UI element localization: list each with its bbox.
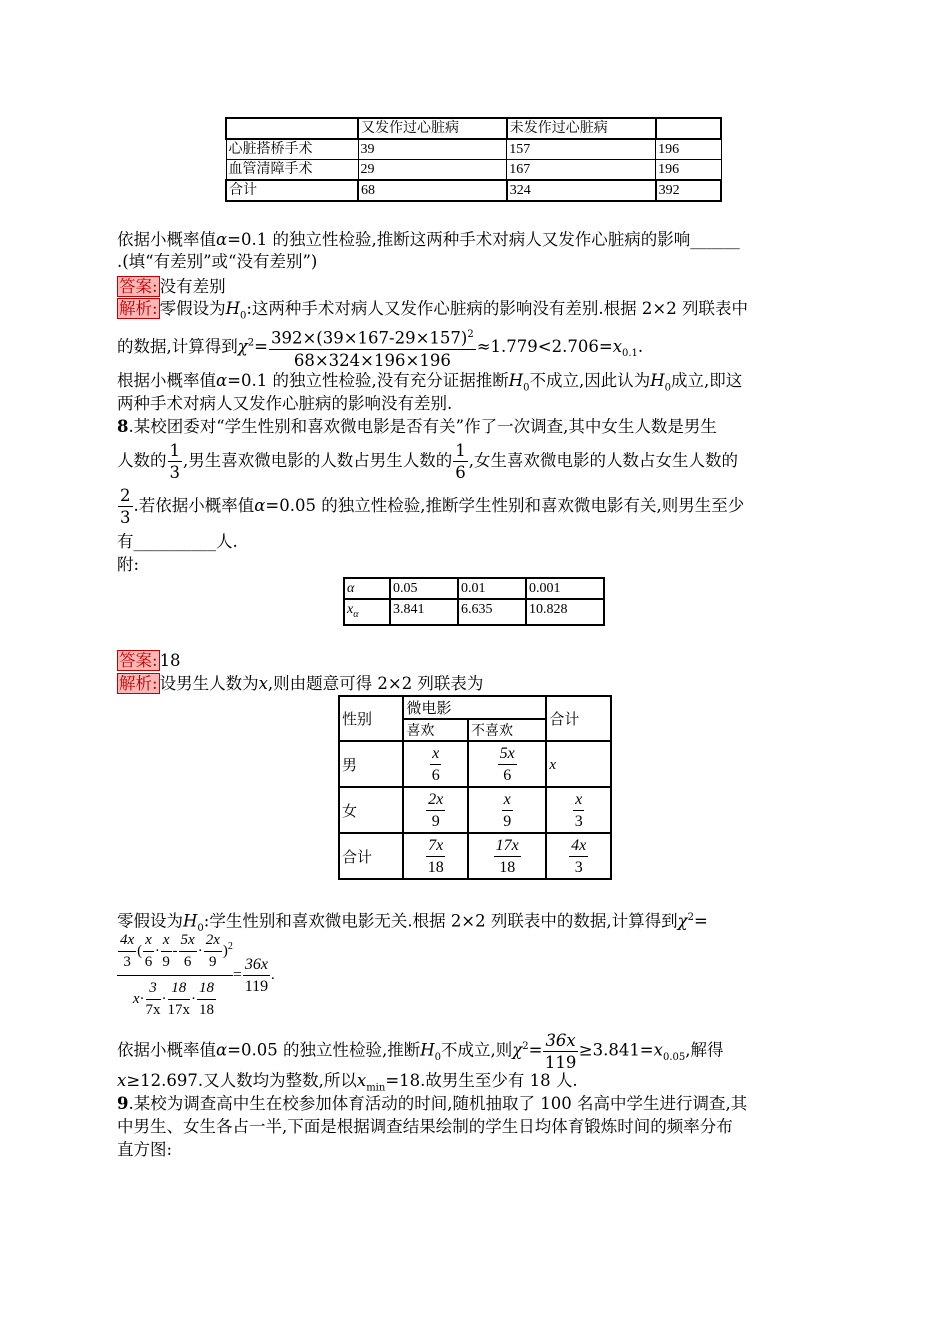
text: 中男生、女生各占一半,下面是根据调查结果绘制的学生日均体育锻炼时间的频率分布	[117, 1117, 733, 1136]
table-cell: 3.841	[390, 599, 458, 625]
text: ,解得	[685, 1040, 724, 1060]
table-row	[226, 160, 721, 181]
table-cell: 39	[358, 139, 507, 160]
text: =0.05 的独立性检验,推断学生性别和喜欢微电影有关,则男生至少	[265, 496, 745, 515]
q8-line3	[117, 484, 744, 528]
table-cell: $\frac{4x}{3}$	[546, 833, 611, 879]
text: 设男生人数为	[159, 674, 259, 693]
q8-line1	[117, 416, 717, 438]
heart-disease-table	[225, 117, 722, 202]
text: 人.	[216, 532, 238, 551]
chi-symbol: χ	[512, 1040, 523, 1060]
answer-tag: 答案:	[119, 277, 158, 296]
analysis-tag: 解析:	[119, 299, 158, 318]
table-cell: 392	[656, 180, 721, 201]
answer-blank: __________	[133, 532, 216, 551]
text: 人数的	[117, 451, 167, 470]
table-cell: 6.635	[458, 599, 526, 625]
text: 不成立,则	[440, 1040, 513, 1060]
text: .	[637, 336, 644, 356]
h0-symbol: H	[183, 911, 198, 931]
subscript: 0	[434, 1051, 441, 1063]
table-cell: 喜欢	[403, 719, 468, 741]
denominator: 68×324×196×196	[293, 350, 451, 370]
answer-text: 没有差别	[159, 277, 226, 296]
numerator: 392×(39×167-29×157)	[270, 328, 468, 348]
table-cell: 0.01	[458, 578, 526, 599]
text: 两种手术对病人又发作心脏病的影响没有差别.	[117, 394, 453, 413]
text: 有	[117, 532, 134, 551]
text: 成立,即这	[671, 371, 743, 390]
text: .若依据小概率值	[133, 496, 255, 515]
subscript: 0	[197, 922, 204, 934]
table-cell: x	[546, 741, 611, 787]
text: =0.1 的独立性检验,没有充分证据推断	[227, 371, 509, 390]
text: 零假设为	[117, 911, 183, 931]
text: ≥3.841=	[578, 1040, 654, 1060]
q8-analysis	[117, 673, 483, 695]
text: =0.05 的独立性检验,推断	[227, 1040, 421, 1060]
q7-answer	[117, 276, 226, 298]
subscript: 0.1	[622, 348, 638, 360]
numerator: 1	[169, 441, 180, 460]
table-row	[344, 578, 604, 599]
answer-tag: 答案:	[119, 651, 158, 670]
table-cell: 0.001	[526, 578, 604, 599]
table-cell: 未发作过心脏病	[507, 118, 656, 139]
table-cell: 合计	[546, 696, 611, 741]
table-cell: $\frac{2x}{9}$	[403, 787, 468, 833]
table-cell: 微电影	[403, 696, 546, 719]
table-header-row	[339, 696, 611, 719]
x-symbol: x	[612, 336, 622, 356]
text: .某校团委对“学生性别和喜欢微电影是否有关”作了一次调查,其中女生人数是男生	[128, 417, 717, 436]
table-row	[339, 833, 611, 879]
table-cell	[226, 118, 358, 139]
subscript: 0.05	[662, 1051, 686, 1063]
answer-blank: ______	[690, 230, 740, 249]
table-cell: 196	[656, 160, 721, 181]
q9-line1	[117, 1093, 747, 1115]
text: =	[528, 1040, 543, 1060]
table-cell	[656, 118, 721, 139]
q9-line3	[117, 1139, 172, 1161]
table-cell: 10.828	[526, 599, 604, 625]
alpha-critical-table	[343, 577, 605, 626]
denominator: 3	[120, 508, 131, 527]
text: .(填“有差别”或“没有差别”)	[117, 252, 318, 271]
superscript: 2	[247, 337, 255, 349]
text: 依据小概率值	[117, 1040, 216, 1060]
text: :学生性别和喜欢微电影无关.根据 2×2 列联表中的数据,计算得到	[203, 911, 678, 931]
text: ,女生喜欢微电影的人数占女生人数的	[468, 451, 738, 470]
text: :这两种手术对病人又发作心脏病的影响没有差别.根据 2×2 列联表中	[246, 299, 748, 318]
h0-symbol: H	[225, 299, 240, 318]
table-row	[339, 787, 611, 833]
table-row	[226, 180, 721, 201]
table-cell: $\frac{5x}{6}$	[468, 741, 546, 787]
table-cell: 男	[339, 741, 403, 787]
text: ≥12.697.又人数均为整数,所以	[126, 1071, 357, 1090]
h0-symbol: H	[508, 371, 524, 390]
superscript: 2	[522, 1041, 529, 1052]
question-number: 8	[117, 417, 129, 436]
table-cell: 性别	[339, 696, 403, 741]
table-cell: 324	[507, 180, 656, 201]
table-cell: 0.05	[390, 578, 458, 599]
numerator: 1	[455, 441, 466, 460]
chi-symbol: χ	[237, 336, 248, 356]
numerator: 2	[120, 486, 131, 505]
subscript: min	[366, 1082, 386, 1094]
h0-symbol: H	[420, 1040, 435, 1060]
text: 的数据,计算得到	[117, 336, 238, 356]
table-cell: 血管清障手术	[226, 160, 358, 181]
text: ≈1.779<2.706=	[476, 336, 613, 356]
h0-symbol: H	[650, 371, 665, 390]
text: 根据小概率值	[117, 371, 216, 390]
alpha-symbol: α	[254, 496, 266, 515]
contingency-table	[338, 695, 612, 880]
table-cell: 不喜欢	[468, 719, 546, 741]
text: ,男生喜欢微电影的人数占男生人数的	[183, 451, 453, 470]
alpha-symbol: α	[216, 371, 228, 390]
table-row	[339, 741, 611, 787]
x-symbol: x	[356, 1071, 367, 1090]
text: 零假设为	[159, 299, 226, 318]
text: =18.故男生至少有 18 人.	[385, 1071, 578, 1090]
text: 直方图:	[117, 1140, 173, 1159]
text: =0.1 的独立性检验,推断这两种手术对病人又发作心脏病的影响	[227, 230, 691, 249]
q7-question-line2	[117, 251, 317, 273]
text: =	[694, 911, 708, 931]
superscript: 2	[687, 912, 694, 923]
table-cell: $\frac{x}{9}$	[468, 787, 546, 833]
table-header-row	[226, 118, 721, 139]
table-cell: α	[344, 578, 390, 599]
denominator: 3	[169, 463, 180, 482]
text: .某校为调查高中生在校参加体育活动的时间,随机抽取了 100 名高中学生进行调查,其	[128, 1094, 748, 1113]
q8-appendix	[117, 554, 139, 576]
fraction-two-thirds	[118, 485, 133, 528]
x-symbol: x	[258, 674, 268, 693]
subscript: 0	[664, 382, 671, 394]
answer-text: 18	[159, 651, 181, 670]
question-number: 9	[117, 1094, 129, 1113]
analysis-tag: 解析:	[119, 674, 158, 693]
text: 依据小概率值	[117, 230, 216, 249]
chi-symbol: χ	[677, 911, 688, 931]
fraction-one-sixth	[453, 440, 468, 483]
q7-conclusion-line2	[117, 393, 452, 415]
table-cell: 29	[358, 160, 507, 181]
superscript: 2	[467, 329, 474, 340]
table-cell: 合计	[226, 180, 358, 201]
table-cell: 合计	[339, 833, 403, 879]
q8-answer	[117, 650, 181, 672]
table-cell: $x_\alpha$	[344, 599, 390, 625]
alpha-symbol: α	[216, 1040, 228, 1060]
q9-line2	[117, 1116, 733, 1138]
q8-line4	[117, 531, 238, 553]
table-cell: $\frac{7x}{18}$	[403, 833, 468, 879]
q7-question-line1	[117, 229, 740, 251]
subscript: 0	[523, 382, 530, 394]
table-cell: $\frac{17x}{18}$	[468, 833, 546, 879]
q8-line2	[117, 439, 738, 483]
table-row	[344, 599, 604, 625]
table-cell: 女	[339, 787, 403, 833]
text: 不成立,因此认为	[529, 371, 651, 390]
chi-square-compound-fraction: $\frac{4x}{3}$ ( $\frac{x}{6}$ · $\frac{x}{9}$ - $\frac{5x}{6}$ · $\frac{2x}{9}$ )$^2$ x· $\frac{3}{7x}$ · $\frac{18}{17x}$ · $\frac{18}{18}$ = $\frac{36x}{119}$ .	[117, 930, 275, 1021]
denominator: 6	[455, 463, 466, 482]
q7-analysis-line1	[117, 298, 748, 327]
text: 附:	[117, 555, 140, 574]
text: ,则由题意可得 2×2 列联表为	[267, 674, 484, 693]
x-symbol: x	[117, 1071, 127, 1090]
table-cell: 167	[507, 160, 656, 181]
q7-analysis-line2	[117, 324, 643, 371]
table-cell: 196	[656, 139, 721, 160]
subscript: 0	[239, 310, 247, 322]
chi-square-fraction	[269, 324, 476, 371]
text: =	[254, 336, 268, 356]
alpha-symbol: α	[216, 230, 228, 249]
table-cell: 心脏搭桥手术	[226, 139, 358, 160]
table-cell: $\frac{x}{3}$	[546, 787, 611, 833]
fraction-one-third	[168, 440, 183, 483]
result-fraction: $\frac{36x}{119}$	[544, 1030, 577, 1072]
table-row	[226, 139, 721, 160]
table-cell: $\frac{x}{6}$	[403, 741, 468, 787]
table-cell: 又发作过心脏病	[358, 118, 507, 139]
table-cell: 157	[507, 139, 656, 160]
table-cell: 68	[358, 180, 507, 201]
x-symbol: x	[653, 1040, 663, 1060]
